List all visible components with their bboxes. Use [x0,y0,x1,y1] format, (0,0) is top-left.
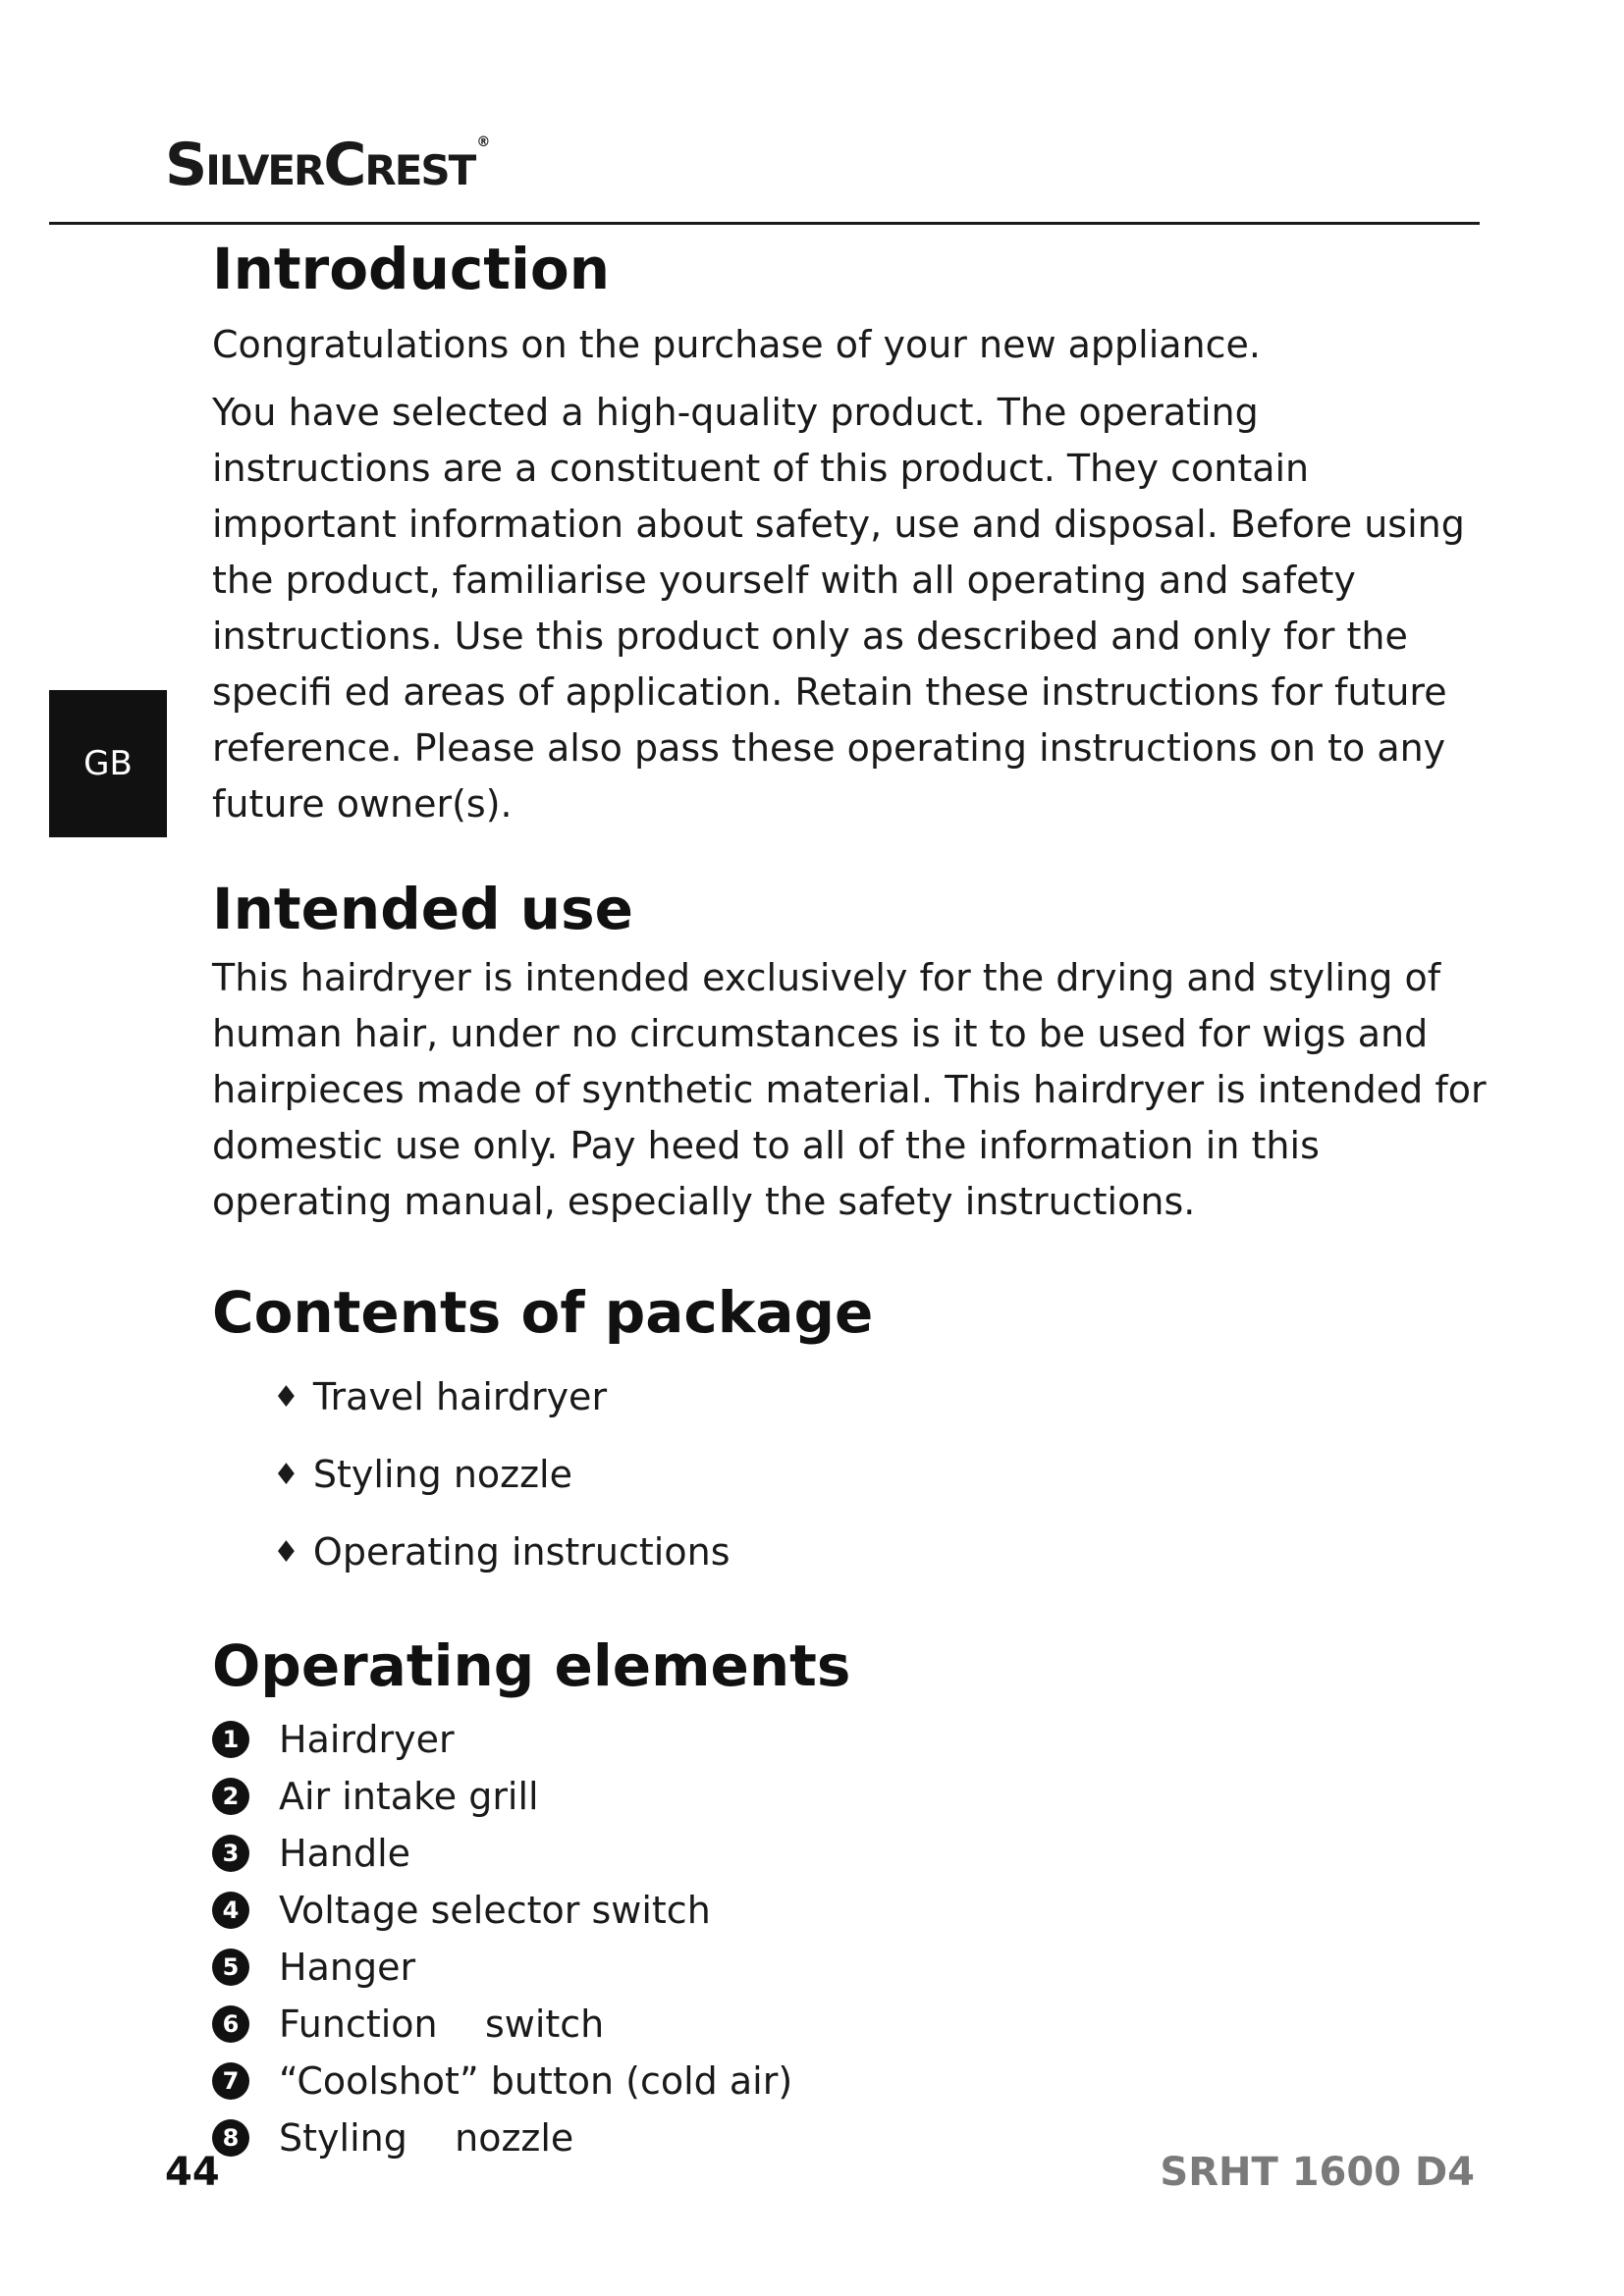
list-item-label: Voltage selector switch [279,1889,711,1932]
diamond-icon: ♦ [273,1457,299,1492]
number-badge: 5 [212,1949,249,1986]
header-divider [49,222,1480,225]
main-content [212,234,1489,2166]
contents-section [212,1277,1489,1591]
registered-mark: ® [476,134,489,150]
number-badge: 2 [212,1778,249,1815]
list-item [273,1359,1489,1436]
introduction-paragraph-1: Congratulations on the purchase of your new appliance. [212,322,1261,366]
number-badge: 7 [212,2062,249,2100]
number-badge: 6 [212,2005,249,2043]
brand-logo [165,131,489,199]
intended-use-section [212,874,1489,1231]
list-item-label: Styling nozzle [279,2116,574,2160]
list-item [212,1768,1489,1825]
introduction-section [212,234,1489,832]
contents-list [212,1359,1489,1591]
introduction-heading: Introduction [212,236,610,302]
list-item [212,1882,1489,1939]
introduction-paragraph-2: You have selected a high-quality product. The operating instructions are a constituent of this product. They contain important information about safety, use and disposal. Before using the product, familiarise yourself with all operating and safety instructions. Use this product only as described and only for the specifi ed areas of application. Retain these instructions for future reference. Please also pass these operating instructions on to any future owner(s). [212,390,1465,826]
model-number: SRHT 1600 D4 [1160,2150,1475,2195]
contents-heading: Contents of package [212,1279,874,1346]
list-item [212,2053,1489,2109]
language-tab: GB [49,690,167,837]
list-item-label: “Coolshot” button (cold air) [279,2059,793,2103]
number-badge: 3 [212,1835,249,1872]
list-item-label: Function switch [279,2002,605,2046]
list-item [212,1825,1489,1882]
operating-elements-list [212,1711,1489,2166]
operating-elements-section [212,1630,1489,2167]
list-item [273,1436,1489,1514]
list-item-label: Air intake grill [279,1775,539,1818]
number-badge: 1 [212,1721,249,1758]
list-item [212,1711,1489,1768]
operating-elements-heading: Operating elements [212,1631,851,1699]
diamond-icon: ♦ [273,1534,299,1570]
page-number: 44 [165,2150,220,2195]
diamond-icon: ♦ [273,1379,299,1415]
list-item-label: Hanger [279,1946,416,1989]
intended-use-heading: Intended use [212,875,633,942]
number-badge: 4 [212,1892,249,1929]
brand-name: SilverCrest [165,131,475,199]
list-item-label: Operating instructions [312,1529,731,1574]
list-item-label: Travel hairdryer [312,1374,608,1418]
list-item [273,1514,1489,1591]
number-badge: 8 [212,2119,249,2157]
list-item [212,1996,1489,2053]
list-item [212,1939,1489,1996]
intended-use-paragraph: This hairdryer is intended exclusively for the drying and styling of human hair, under no circumstances is it to be used for wigs and hairpieces made of synthetic material. This hairdryer is intended for domestic use only. Pay heed to all of the information in this operating manual, especially the safety instructions. [212,956,1487,1223]
list-item-label: Handle [279,1832,411,1875]
list-item-label: Hairdryer [279,1718,455,1761]
list-item-label: Styling nozzle [312,1452,572,1496]
